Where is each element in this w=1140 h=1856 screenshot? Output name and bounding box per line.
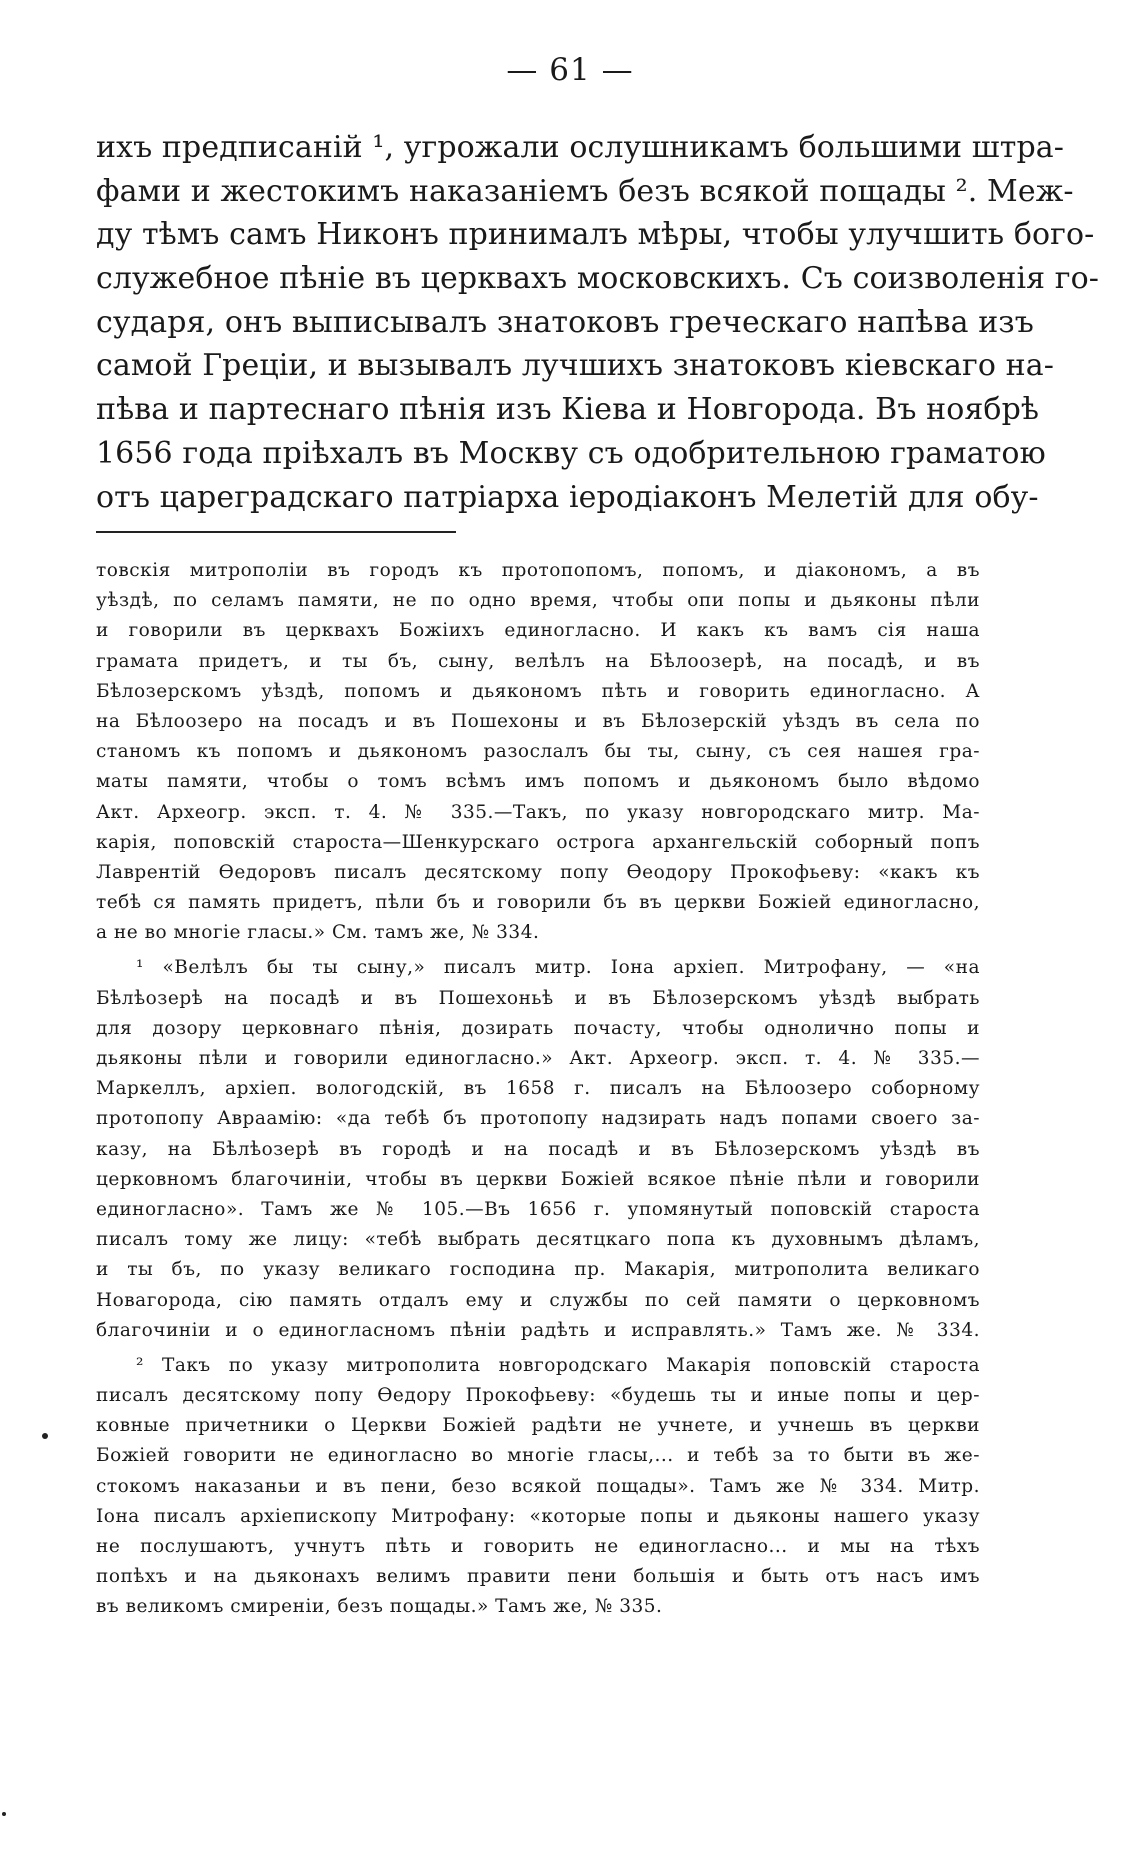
main-text-line: ду тѣмъ самъ Никонъ принималъ мѣры, чтобы улучшить бого- [96, 217, 1095, 253]
footnote-line: на Бѣлоозеро на посадъ и въ Пошехоны и въ Бѣлозерскій уѣздъ въ села по [96, 710, 980, 732]
footnote-line: тебѣ ся память придетъ, пѣли бъ и говорили бъ въ церкви Божіей единогласно, [96, 892, 980, 914]
main-text-line: отъ цареградскаго патріарха іеродіаконъ Мелетій для обу- [96, 479, 1039, 515]
footnote-line: Божіей говорити не единогласно во многіе гласы,... и тебѣ за то быти въ же- [96, 1445, 980, 1467]
footnote-line: Бѣлозерскомъ уѣздѣ, попомъ и дьякономъ пѣть и говорить единогласно. А [96, 680, 980, 702]
scan-speck [42, 1433, 48, 1439]
footnote-line: не послушаютъ, учнутъ пѣть и говорить не единогласно... и мы на тѣхъ [96, 1536, 980, 1557]
page-number: — 61 — [506, 52, 634, 88]
footnote-line: Іона писалъ архіепископу Митрофану: «которые попы и дьяконы нашего указу [96, 1505, 980, 1527]
footnote-1 [96, 953, 980, 1345]
scan-speck [2, 1812, 6, 1816]
footnote-line: единогласно». Тамъ же № 105.—Въ 1656 г. упомянутый поповскій староста [96, 1198, 980, 1220]
footnote-line: попѣхъ и на дьяконахъ велимъ правити пени большія и быть отъ насъ имъ [96, 1566, 980, 1588]
footnote-line: карія, поповскій староста—Шенкурскаго острога архангельскій соборный попъ [96, 831, 980, 853]
footnote-2 [96, 1351, 980, 1623]
main-text-line: фами и жестокимъ наказаніемъ безъ всякой пощады ². Меж- [96, 173, 1074, 209]
footnote-line: товскія митрополіи въ городъ къ протопопомъ, попомъ, и діакономъ, а въ [96, 560, 980, 581]
footnote-line: уѣздѣ, по селамъ памяти, не по одно время, чтобы опи попы и дьяконы пѣли [96, 590, 980, 612]
footnote-line: Маркеллъ, архіеп. вологодскій, въ 1658 г. писалъ на Бѣлоозеро соборному [96, 1078, 980, 1100]
footnote-line: ковные причетники о Церкви Божіей радѣти не учнете, и учнешь въ церкви [96, 1415, 980, 1437]
footnote-line: Акт. Археогр. эксп. т. 4. № 335.—Такъ, по указу новгородскаго митр. Ма- [96, 801, 980, 823]
footnote-line: грамата придетъ, и ты бъ, сыну, велѣлъ на Бѣлоозерѣ, на посадѣ, и въ [96, 650, 980, 672]
footnote-line: ² Такъ по указу митрополита новгородскаго Макарія поповскій староста [136, 1354, 980, 1376]
footnote-line: въ великомъ смиреніи, безъ пощады.» Тамъ же, № 335. [96, 1596, 663, 1618]
main-text-line: 1656 года пріѣхалъ въ Москву съ одобрительною граматою [96, 435, 1046, 471]
main-text [96, 126, 1100, 519]
footnote-line: для дозору церковнаго пѣнія, дозирать почасту, чтобы однолично попы и [96, 1017, 980, 1039]
footnote-continuation [96, 556, 980, 948]
footnote-line: а не во многіе гласы.» См. тамъ же, № 334. [96, 922, 540, 944]
main-text-line: ихъ предписаній ¹, угрожали ослушникамъ большими штра- [96, 130, 1064, 165]
footnote-line: Лаврентій Өедоровъ писалъ десятскому попу Өеодору Прокофьеву: «какъ къ [96, 861, 980, 883]
footnote-line: Новагорода, сію память отдалъ ему и службы по сей памяти о церковномъ [96, 1289, 980, 1311]
footnote-line: стокомъ наказаньи и въ пени, безо всякой пощады». Тамъ же № 334. Митр. [96, 1475, 980, 1497]
footnote-line: ¹ «Велѣлъ бы ты сыну,» писалъ митр. Іона архіеп. Митрофану, — «на [136, 957, 980, 979]
footnote-line: благочиніи и о единогласномъ пѣніи радѣть и исправлять.» Тамъ же. № 334. [96, 1319, 980, 1341]
footnote-line: и говорили въ церквахъ Божіихъ единогласно. И какъ къ вамъ сія наша [96, 620, 980, 642]
footnote-line: Бѣлѣозерѣ на посадѣ и въ Пошехоньѣ и въ Бѣлозерскомъ уѣздѣ выбрать [96, 987, 980, 1009]
footnote-line: писалъ десятскому попу Өедору Прокофьеву: «будешь ты и иные попы и цер- [96, 1385, 980, 1407]
footnote-line: маты памяти, чтобы о томъ всѣмъ имъ попомъ и дьякономъ было вѣдомо [96, 771, 980, 793]
footnote-line: дьяконы пѣли и говорили единогласно.» Акт. Археогр. эксп. т. 4. № 335.— [96, 1048, 980, 1069]
main-text-line: пѣва и партеснаго пѣнія изъ Кіева и Новгорода. Въ ноябрѣ [96, 392, 1040, 428]
main-text-line: сударя, онъ выписывалъ знатоковъ греческаго напѣва изъ [96, 304, 1034, 340]
footnotes [96, 556, 980, 1628]
footnote-line: писалъ тому же лицу: «тебѣ выбрать десятцкаго попа къ духовнымъ дѣламъ, [96, 1229, 980, 1251]
footnote-separator [96, 531, 456, 533]
main-text-line: самой Греціи, и вызывалъ лучшихъ знатоковъ кіевскаго на- [96, 348, 1054, 384]
footnote-line: протопопу Авраамію: «да тебѣ бъ протопопу надзирать надъ попами своего за- [96, 1108, 980, 1130]
footnote-line: церковномъ благочиніи, чтобы въ церкви Божіей всякое пѣніе пѣли и говорили [96, 1168, 980, 1190]
footnote-line: и ты бъ, по указу великаго господина пр. Макарія, митрополита великаго [96, 1259, 980, 1281]
main-text-line: служебное пѣніе въ церквахъ московскихъ. Съ соизволенія го- [96, 261, 1100, 297]
footnote-line: казу, на Бѣлѣозерѣ въ городѣ и на посадѣ и въ Бѣлозерскомъ уѣздѣ въ [96, 1138, 980, 1160]
footnote-line: станомъ къ попомъ и дьякономъ разослалъ бы ты, сыну, съ сея нашея гра- [96, 741, 980, 763]
